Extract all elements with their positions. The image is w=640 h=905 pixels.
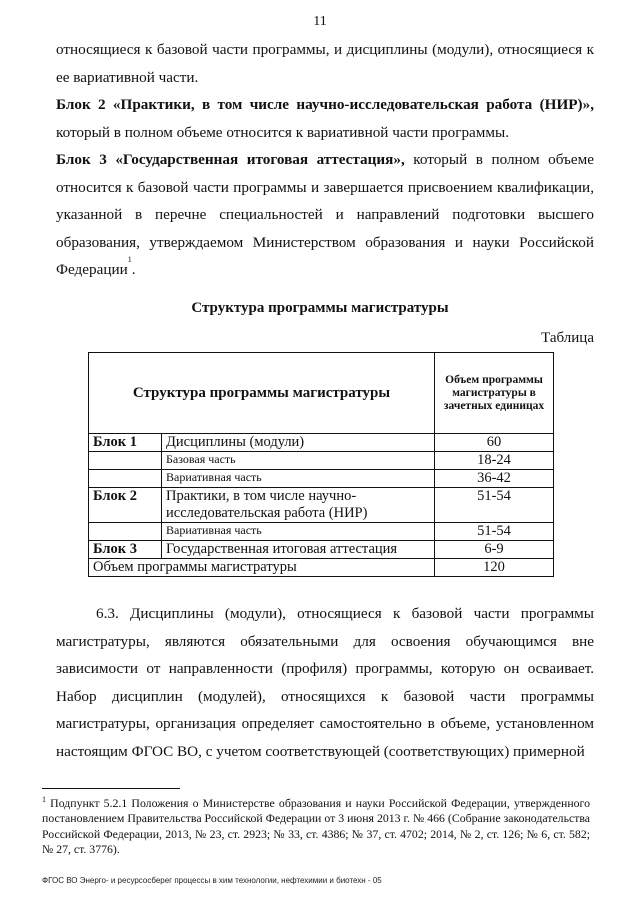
name-cell: Дисциплины (модули) [162, 434, 435, 452]
footnote-reference: 1 [127, 255, 132, 264]
footnote-mark: 1 [42, 795, 46, 804]
value-cell: 36-42 [435, 470, 554, 488]
table-row [89, 488, 554, 523]
block2-paragraph [56, 91, 594, 146]
block3-end: . [131, 261, 136, 278]
footnote [42, 792, 590, 858]
value-cell: 6-9 [435, 541, 554, 559]
name-cell: Практики, в том числе научно-исследовательская работа (НИР) [162, 488, 435, 523]
footnote-divider [42, 788, 180, 789]
footnote-text: Подпункт 5.2.1 Положения о Министерстве образования и науки Российской Федерации, утвержденного постановлением Правительства Российской Федерации от 3 июня 2013 г. № 466 (Собрание законодательства Российской Федерации, 2013, № 23, ст. 2923; № 33, ст. 4386; № 37, ст. 4702; 2014, № 2, ст. 126; № 6, ст. 582; № 27, ст. 3776). [42, 795, 590, 857]
name-cell: Государственная итоговая аттестация [162, 541, 435, 559]
block2-text: который в полном объеме относится к вариативной части программы. [56, 123, 510, 141]
block3-text: который в полном объеме относится к базовой части программы и завершается присвоением квалификации, указанной в перечне специальностей и направлений подготовки высшего образования, утверждаемом Министерством образования и науки Российской Федерации [56, 151, 594, 278]
page-number: 11 [313, 14, 327, 29]
table-row [89, 523, 554, 541]
block3-paragraph [56, 146, 594, 284]
value-cell: 60 [435, 434, 554, 452]
block-cell: Блок 1 [89, 434, 162, 452]
total-label: Объем программы магистратуры [89, 559, 435, 577]
header-structure: Структура программы магистратуры [89, 353, 435, 434]
intro-text [56, 36, 594, 284]
total-value: 120 [435, 559, 554, 577]
value-cell: 18-24 [435, 452, 554, 470]
block-cell [89, 470, 162, 488]
name-cell: Вариативная часть [162, 470, 435, 488]
block-cell [89, 452, 162, 470]
header-volume: Объем программы магистратуры в зачетных единицах [435, 353, 554, 434]
table-header-row [89, 353, 554, 434]
name-cell: Вариативная часть [162, 523, 435, 541]
table-row [89, 434, 554, 452]
table-title: Структура программы магистратуры [191, 300, 449, 316]
structure-table [88, 352, 554, 577]
value-cell: 51-54 [435, 523, 554, 541]
block3-title: Блок 3 «Государственная итоговая аттестация», [56, 151, 405, 168]
name-cell: Базовая часть [162, 452, 435, 470]
section-6-3 [56, 600, 594, 765]
table-row [89, 452, 554, 470]
footer-note: ФГОС ВО Энерго- и ресурсосберег процессы в хим технологии, нефтехимии и биотехн - 05 [42, 876, 382, 885]
block-cell [89, 523, 162, 541]
block-cell: Блок 3 [89, 541, 162, 559]
table-label: Таблица [541, 330, 594, 346]
section-6-3-paragraph: 6.3. Дисциплины (модули), относящиеся к базовой части программы магистратуры, являются обязательными для освоения обучающимся вне зависимости от направленности (профиля) программы, которую он осваивает. Набор дисциплин (модулей), относящихся к базовой части программы магистратуры, организация определяет самостоятельно в объеме, установленном настоящим ФГОС ВО, с учетом соответствующей (соответствующих) примерной [56, 605, 594, 760]
block2-title: Блок 2 «Практики, в том числе научно-исследовательская работа (НИР)», [56, 96, 594, 113]
table-row [89, 541, 554, 559]
value-cell: 51-54 [435, 488, 554, 523]
intro-paragraph: относящиеся к базовой части программы, и дисциплины (модули), относящиеся к ее вариативной части. [56, 41, 594, 86]
table-total-row [89, 559, 554, 577]
table-row [89, 470, 554, 488]
block-cell: Блок 2 [89, 488, 162, 523]
